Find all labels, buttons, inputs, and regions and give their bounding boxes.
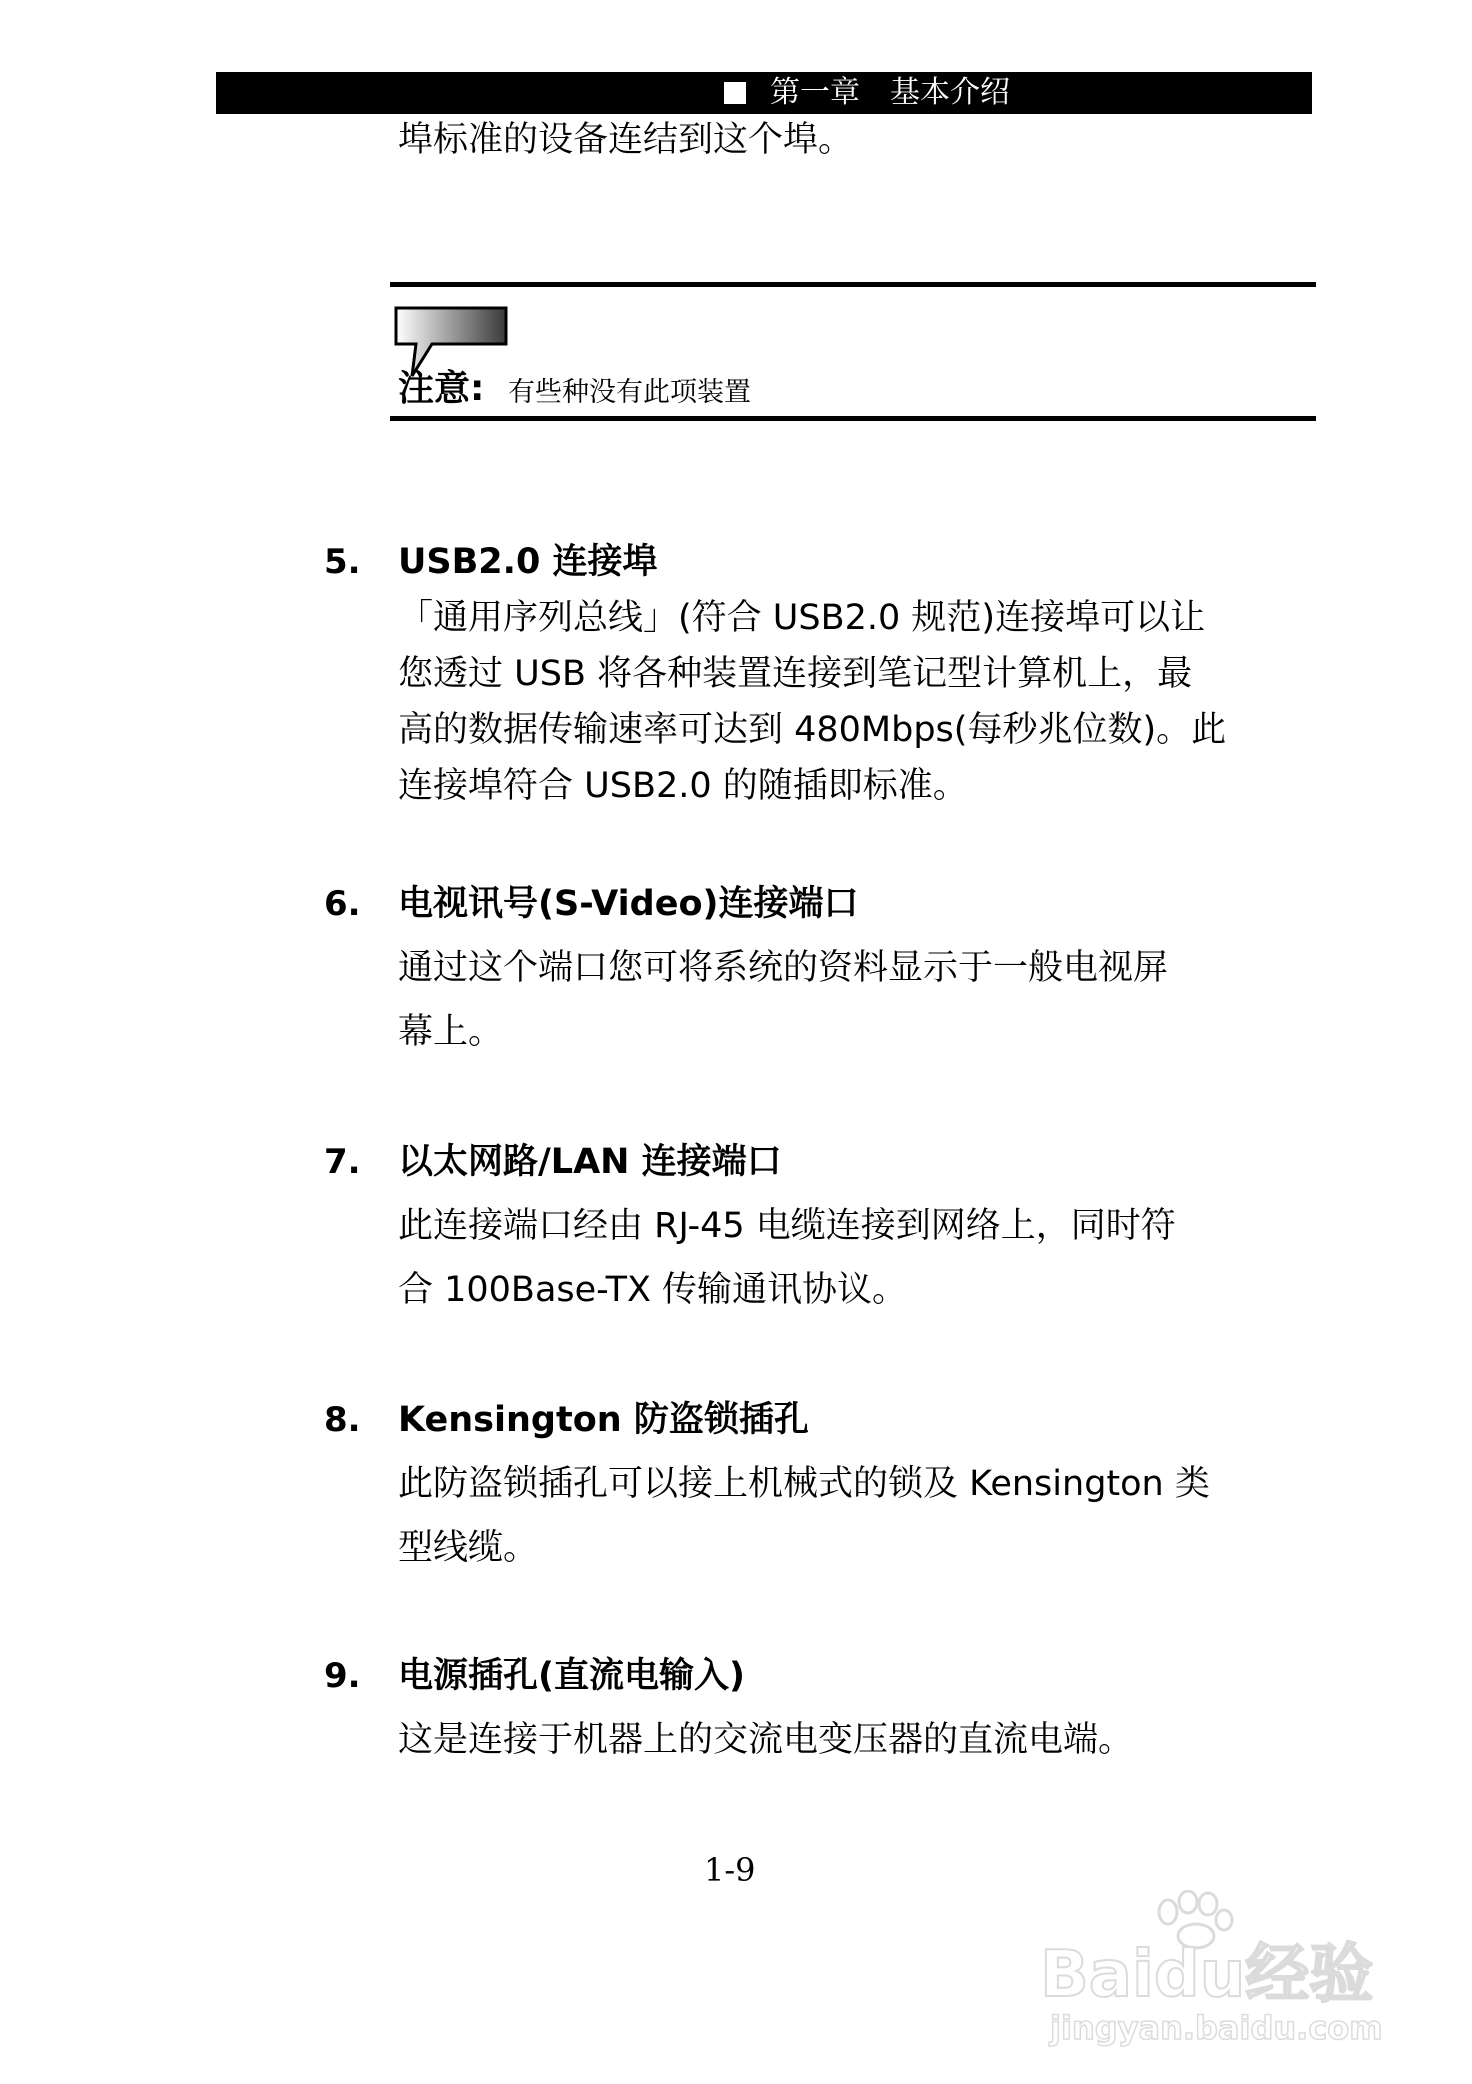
section-title-kensington: Kensington 防盗锁插孔 — [398, 1400, 809, 1440]
section-body-line: 此连接端口经由 RJ-45 电缆连接到网络上，同时符 — [398, 1206, 1176, 1246]
chapter-header-bar — [216, 72, 1312, 114]
section-number: 5. — [324, 542, 361, 582]
section-title-svideo: 电视讯号(S-Video)连接端口 — [398, 884, 859, 924]
section-title-usb: USB2.0 连接埠 — [398, 542, 658, 582]
note-text: 有些种没有此项装置 — [508, 377, 751, 408]
section-body-line: 「通用序列总线」(符合 USB2.0 规范)连接埠可以让 — [398, 598, 1206, 638]
section-body-line: 合 100Base-TX 传输通讯协议。 — [398, 1270, 908, 1310]
section-body-line: 幕上。 — [398, 1012, 504, 1052]
section-title-power: 电源插孔(直流电输入) — [398, 1656, 745, 1696]
section-body-line: 高的数据传输速率可达到 480Mbps(每秒兆位数)。此 — [398, 710, 1227, 750]
section-body-line: 型线缆。 — [398, 1528, 539, 1568]
section-number: 6. — [324, 884, 361, 924]
watermark-brand: Baidu经验 — [1040, 1938, 1374, 2012]
section-number: 7. — [324, 1142, 361, 1182]
section-title-lan: 以太网路/LAN 连接端口 — [398, 1142, 782, 1182]
section-body-line: 您透过 USB 将各种装置连接到笔记型计算机上，最 — [398, 654, 1193, 694]
watermark-url: jingyan.baidu.com — [1050, 2009, 1383, 2047]
note-top-rule — [390, 282, 1316, 287]
section-body-line: 这是连接于机器上的交流电变压器的直流电端。 — [398, 1720, 1134, 1760]
section-body-line: 通过这个端口您可将系统的资料显示于一般电视屏 — [398, 948, 1169, 988]
section-body-line: 连接埠符合 USB2.0 的随插即标准。 — [398, 766, 968, 806]
section-number: 9. — [324, 1656, 361, 1696]
page-number: 1-9 — [704, 1851, 756, 1889]
chapter-title: 第一章 基本介绍 — [770, 75, 1010, 110]
note-bottom-rule — [390, 416, 1316, 421]
note-label: 注意: — [398, 368, 485, 409]
baidu-watermark — [1040, 1890, 1440, 2060]
section-body-line: 此防盗锁插孔可以接上机械式的锁及 Kensington 类 — [398, 1464, 1210, 1504]
intro-line: 埠标准的设备连结到这个埠。 — [398, 120, 854, 160]
black-square-bullet-icon — [724, 82, 746, 104]
section-number: 8. — [324, 1400, 361, 1440]
